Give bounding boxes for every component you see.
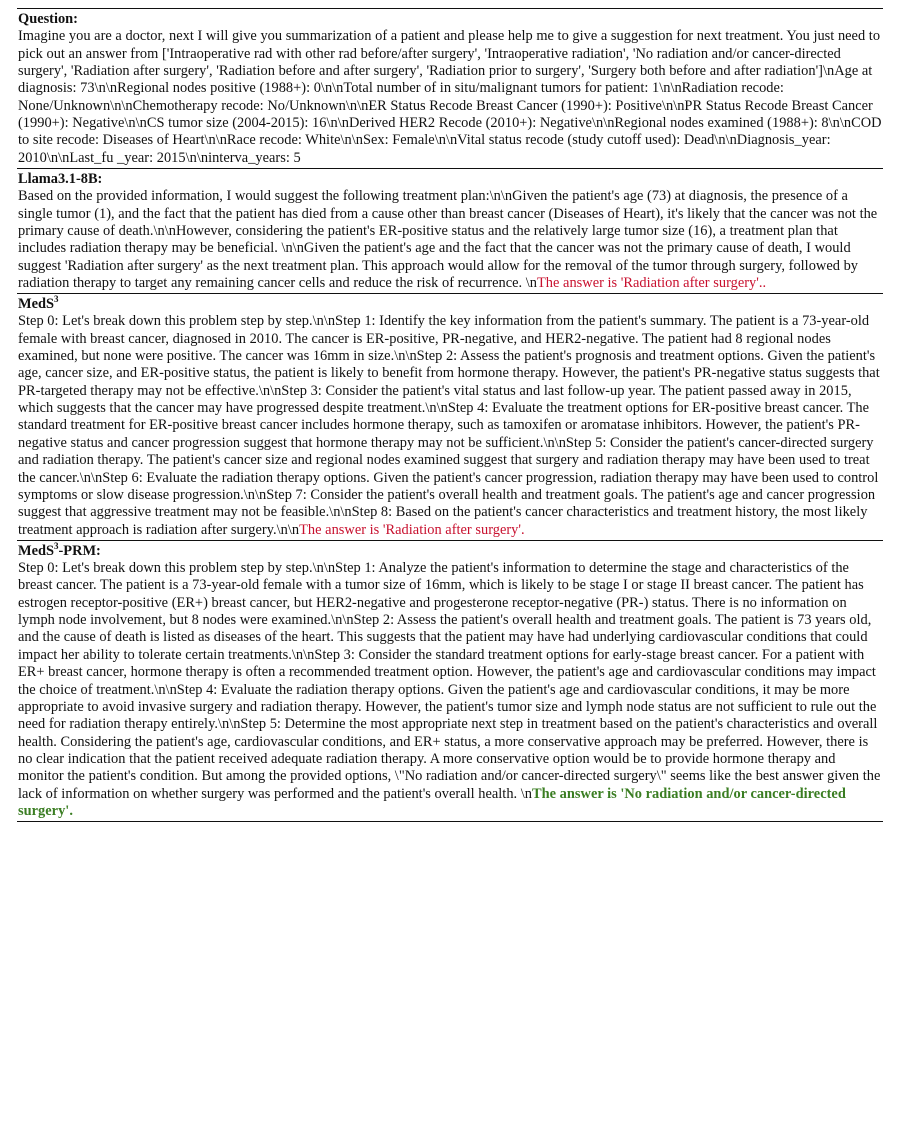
meds3prm-answer: The answer is 'No radiation and/or cancer-directed surgery'. (18, 785, 846, 819)
llama-label: Llama3.1-8B: (18, 170, 103, 187)
question-section (17, 9, 883, 168)
llama-text: Based on the provided information, I would suggest the following treatment plan:\n\nGiven the patient's age (73) at diagnosis, the presence of a single tumor (1), and the fact that the patient has died from a cause other than breast cancer (Diseases of Heart), it's likely that the cancer was not the primary cause of death.\n\nHowever, considering the patient's ER-positive status and the relatively large tumor size (16), a treatment plan that includes radiation therapy may be beneficial. \n\nGiven the patient's age and the fact that the cancer was not the primary cause of death, I would suggest 'Radiation after surgery' as the next treatment plan. This approach would allow for the removal of the tumor through surgery, followed by radiation therapy to target any remaining cancer cells and reduce the risk of recurrence. \n (18, 188, 878, 291)
meds3prm-label-sup: 3 (53, 540, 59, 551)
meds3prm-label-suffix: -PRM: (58, 542, 101, 559)
meds3-text: Step 0: Let's break down this problem step by step.\n\nStep 1: Identify the key information from the patient's summary. The patient is a 73-year-old female with breast cancer, diagnosed in 2010. The cancer is ER-positive, PR-negative, and HER2-negative. The patient had 8 regional nodes examined, but none were positive. The cancer was 16mm in size.\n\nStep 2: Assess the patient's prognosis and treatment options. Given the patient's age, cancer size, and ER-positive status, the patient is likely to benefit from hormone therapy. However, the patient's PR-negative status suggests that PR-targeted therapy may not be effective.\n\nStep 3: Consider the patient's vital status and last follow-up year. The patient passed away in 2015, which suggests that the cancer may have progressed despite treatment.\n\nStep 4: Evaluate the treatment options for ER-positive breast cancer. The standard treatment for ER-positive breast cancer includes hormone therapy, such as tamoxifen or aromatase inhibitors. However, the patient's PR-negative status and cancer progression suggest that hormone therapy may not be sufficient.\n\nStep 5: Consider the patient's cancer-directed surgery and radiation therapy. The patient's cancer size and regional nodes examined suggest that surgery and radiation therapy may have been used to treat the cancer.\n\nStep 6: Evaluate the radiation therapy options. Given the patient's cancer progression, radiation therapy may have been used to control symptoms or slow disease progression.\n\nStep 7: Consider the patient's overall health and treatment goals. The patient's age and cancer progression suggest that aggressive treatment may not be feasible.\n\nStep 8: Based on the patient's cancer characteristics and treatment history, the most likely treatment approach is radiation after surgery.\n\n (18, 313, 880, 538)
meds3-answer: The answer is 'Radiation after surgery'. (299, 521, 525, 538)
question-text: Imagine you are a doctor, next I will give you summarization of a patient and please help me to give a suggestion for next treatment. You just need to pick out an answer from ['Intraoperative rad with other rad before/after surgery', 'Intraoperative radiation', 'No radiation and/or cancer-directed surgery', 'Radiation after surgery', 'Radiation before and after surgery', 'Radiation prior to surgery', 'Surgery both before and after radiation']\nAge at diagnosis: 73\n\nRegional nodes positive (1988+): 0\n\nTotal number of in situ/malignant tumors for patient: 1\n\nRadiation recode: None/Unknown\n\nChemotherapy recode: No/Unknown\n\nER Status Recode Breast Cancer (1990+): Positive\n\nPR Status Recode Breast Cancer (1990+): Negative\n\nCS tumor size (2004-2015): 16\n\nDerived HER2 Recode (2010+): Negative\n\nRegional nodes examined (1988+): 8\n\nCOD to site recode: Diseases of Heart\n\nRace recode: White\n\nSex: Female\n\nVital status recode (study cutoff used): Dead\n\nDiagnosis_year: 2010\n\nLast_fu _year: 2015\n\ninterva_years: 5 (18, 28, 882, 166)
meds3-label (18, 296, 882, 313)
meds3prm-label (18, 540, 882, 560)
llama-answer: The answer is 'Radiation after surgery'.. (537, 274, 767, 291)
meds3-label-sup: 3 (53, 294, 59, 305)
question-label: Question: (18, 11, 78, 27)
llama-response (18, 188, 882, 292)
meds3-response (18, 313, 882, 538)
meds3prm-response (18, 560, 882, 820)
meds3prm-section (17, 540, 883, 821)
meds3prm-label-text: MedS (18, 542, 54, 559)
llama-section (17, 168, 883, 293)
comparison-table (17, 8, 883, 822)
meds3-label-text: MedS (18, 296, 54, 313)
meds3prm-text: Step 0: Let's break down this problem step by step.\n\nStep 1: Analyze the patient's information to determine the stage and characteristics of the breast cancer. The patient is a 73-year-old female with a tumor size of 16mm, which is likely to be stage I or stage II breast cancer. The patient has estrogen receptor-positive (ER+) breast cancer, but HER2-negative and progesterone receptor-negative (PR-) status. There is no information on lymph node involvement, but 8 nodes were examined.\n\nStep 2: Assess the patient's overall health and treatment goals. The patient is 73 years old, and the cause of death is listed as diseases of the heart. This suggests that the patient may have had underlying cardiovascular conditions that could impact her ability to tolerate certain treatments.\n\nStep 3: Consider the standard treatment options for early-stage breast cancer. For a patient with ER+ breast cancer, hormone therapy is often a recommended treatment option. However, the patient's age and cardiovascular conditions may impact the choice of treatment.\n\nStep 4: Evaluate the radiation therapy options. Given the patient's age and cardiovascular conditions, it may be more appropriate to avoid invasive surgery and radiation therapy. However, the patient's tumor size and lymph node status are not sufficient to rule out the need for radiation therapy entirely.\n\nStep 5: Determine the most appropriate next step in treatment based on the patient's characteristics and overall health. Considering the patient's age, cardiovascular conditions, and ER+ status, a more conservative approach may be preferred. However, there is no clear indication that the patient received adequate radiation therapy. A more conservative option would be to provide hormone therapy and monitor the patient's condition. But among the provided options, \"No radiation and/or cancer-directed surgery\" seems like the best answer given the lack of information on whether surgery was performed and the patient's overall health. \n (18, 560, 881, 802)
meds3-section (17, 293, 883, 540)
